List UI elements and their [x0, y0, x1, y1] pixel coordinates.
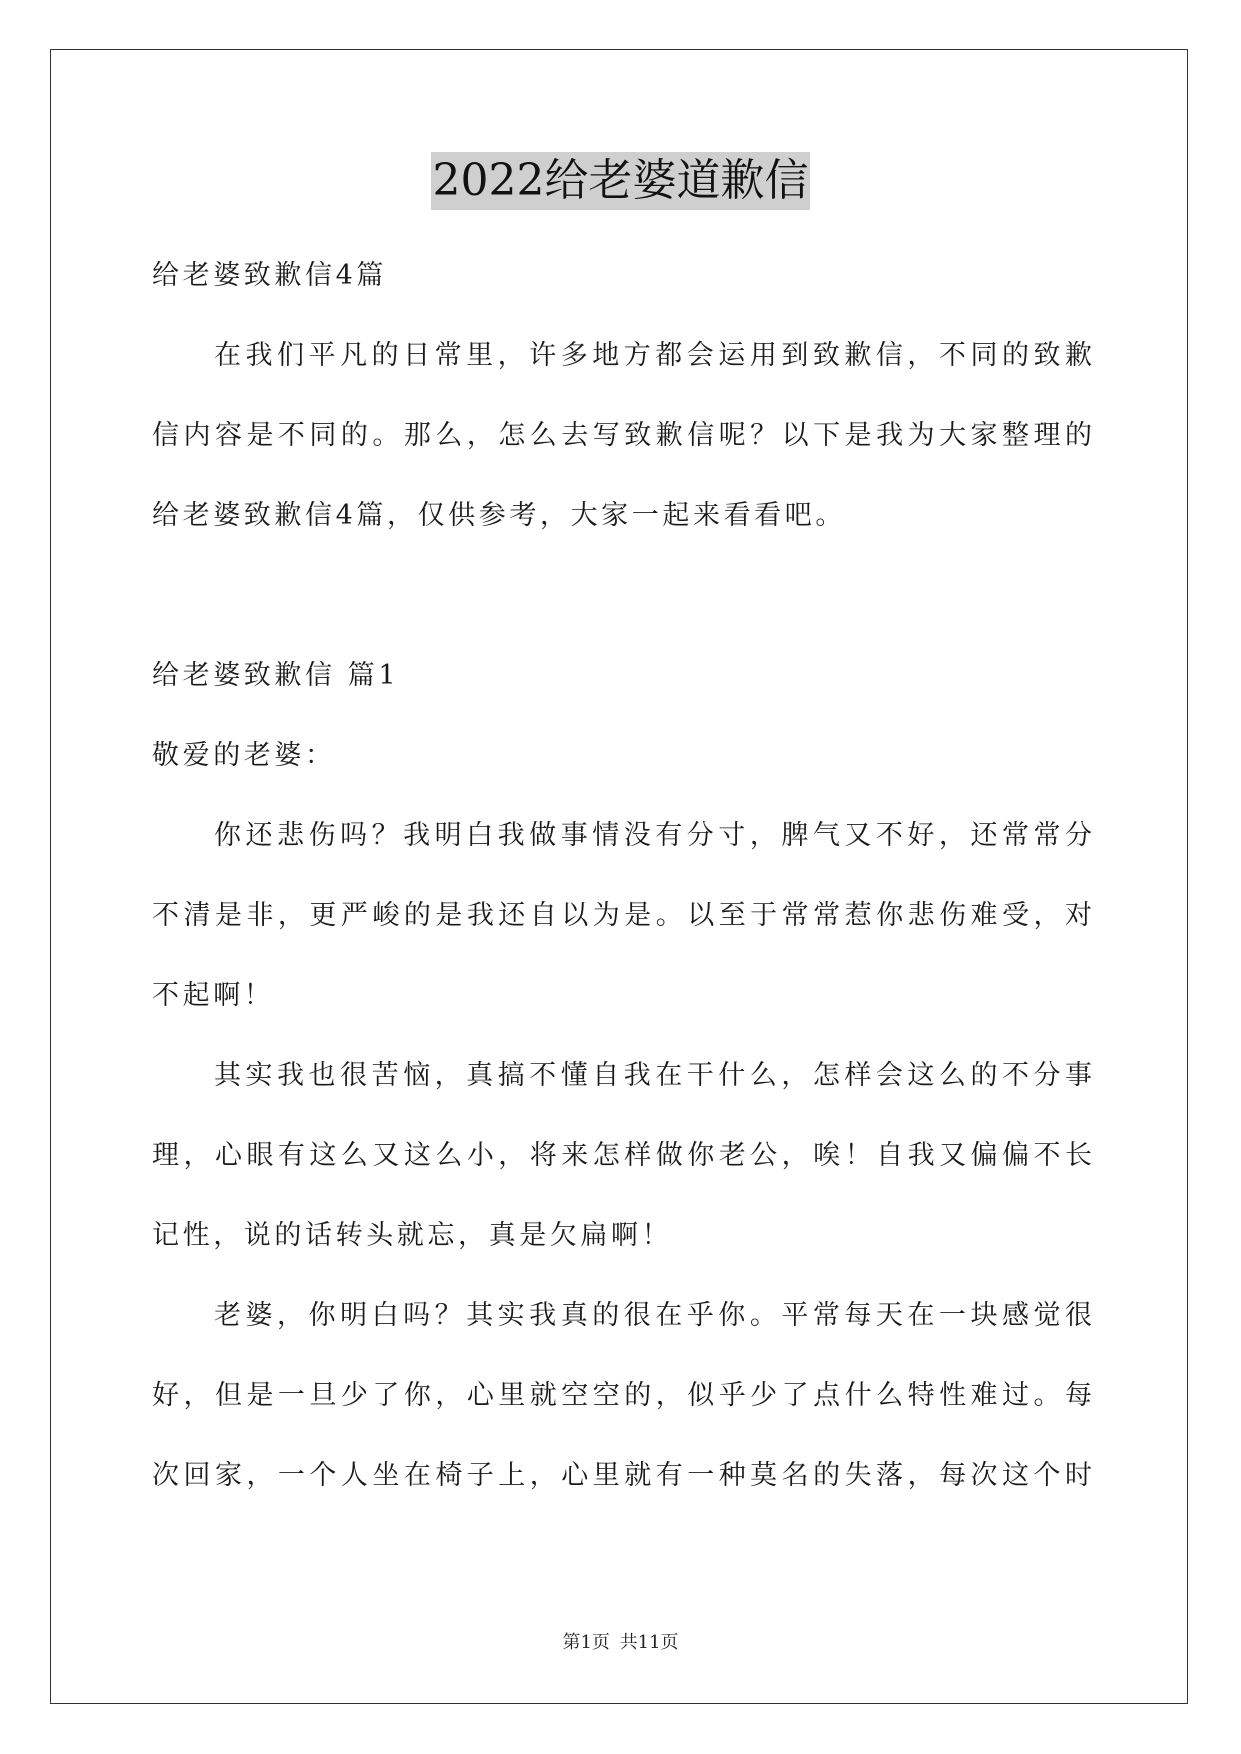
- body-line: 理，心眼有这么又这么小，将来怎样做你老公，唉！自我又偏偏不长: [152, 1140, 1092, 1171]
- body-line: 信内容是不同的。那么，怎么去写致歉信呢？以下是我为大家整理的: [152, 420, 1092, 451]
- section-heading: 给老婆致歉信 篇1: [152, 660, 400, 691]
- document-title: 2022给老婆道歉信: [431, 152, 811, 210]
- page-number: 第1页: [562, 1632, 610, 1653]
- body-line: 记性，说的话转头就忘，真是欠扁啊！: [152, 1220, 673, 1251]
- page-total: 共11页: [619, 1632, 679, 1653]
- body-line: 其实我也很苦恼，真搞不懂自我在干什么，怎样会这么的不分事: [214, 1060, 1092, 1091]
- body-line: 不起啊！: [152, 980, 275, 1011]
- title-wrap: [0, 152, 1241, 210]
- body-line: 不清是非，更严峻的是我还自以为是。以至于常常惹你悲伤难受，对: [152, 900, 1092, 931]
- document-body: [152, 236, 1092, 1516]
- body-line: 给老婆致歉信4篇，仅供参考，大家一起来看看吧。: [152, 500, 846, 531]
- body-line: 在我们平凡的日常里，许多地方都会运用到致歉信，不同的致歉: [214, 340, 1092, 371]
- body-line: 次回家，一个人坐在椅子上，心里就有一种莫名的失落，每次这个时: [152, 1460, 1092, 1491]
- body-line: 你还悲伤吗？我明白我做事情没有分寸，脾气又不好，还常常分: [214, 820, 1092, 851]
- salutation-line: 敬爱的老婆：: [152, 740, 336, 771]
- body-line: 好，但是一旦少了你，心里就空空的，似乎少了点什么特性难过。每: [152, 1380, 1092, 1411]
- subtitle-line: 给老婆致歉信4篇: [152, 260, 387, 291]
- blank-line: [152, 556, 1092, 636]
- body-line: 老婆，你明白吗？其实我真的很在乎你。平常每天在一块感觉很: [214, 1300, 1092, 1331]
- page-footer: [0, 1628, 1241, 1654]
